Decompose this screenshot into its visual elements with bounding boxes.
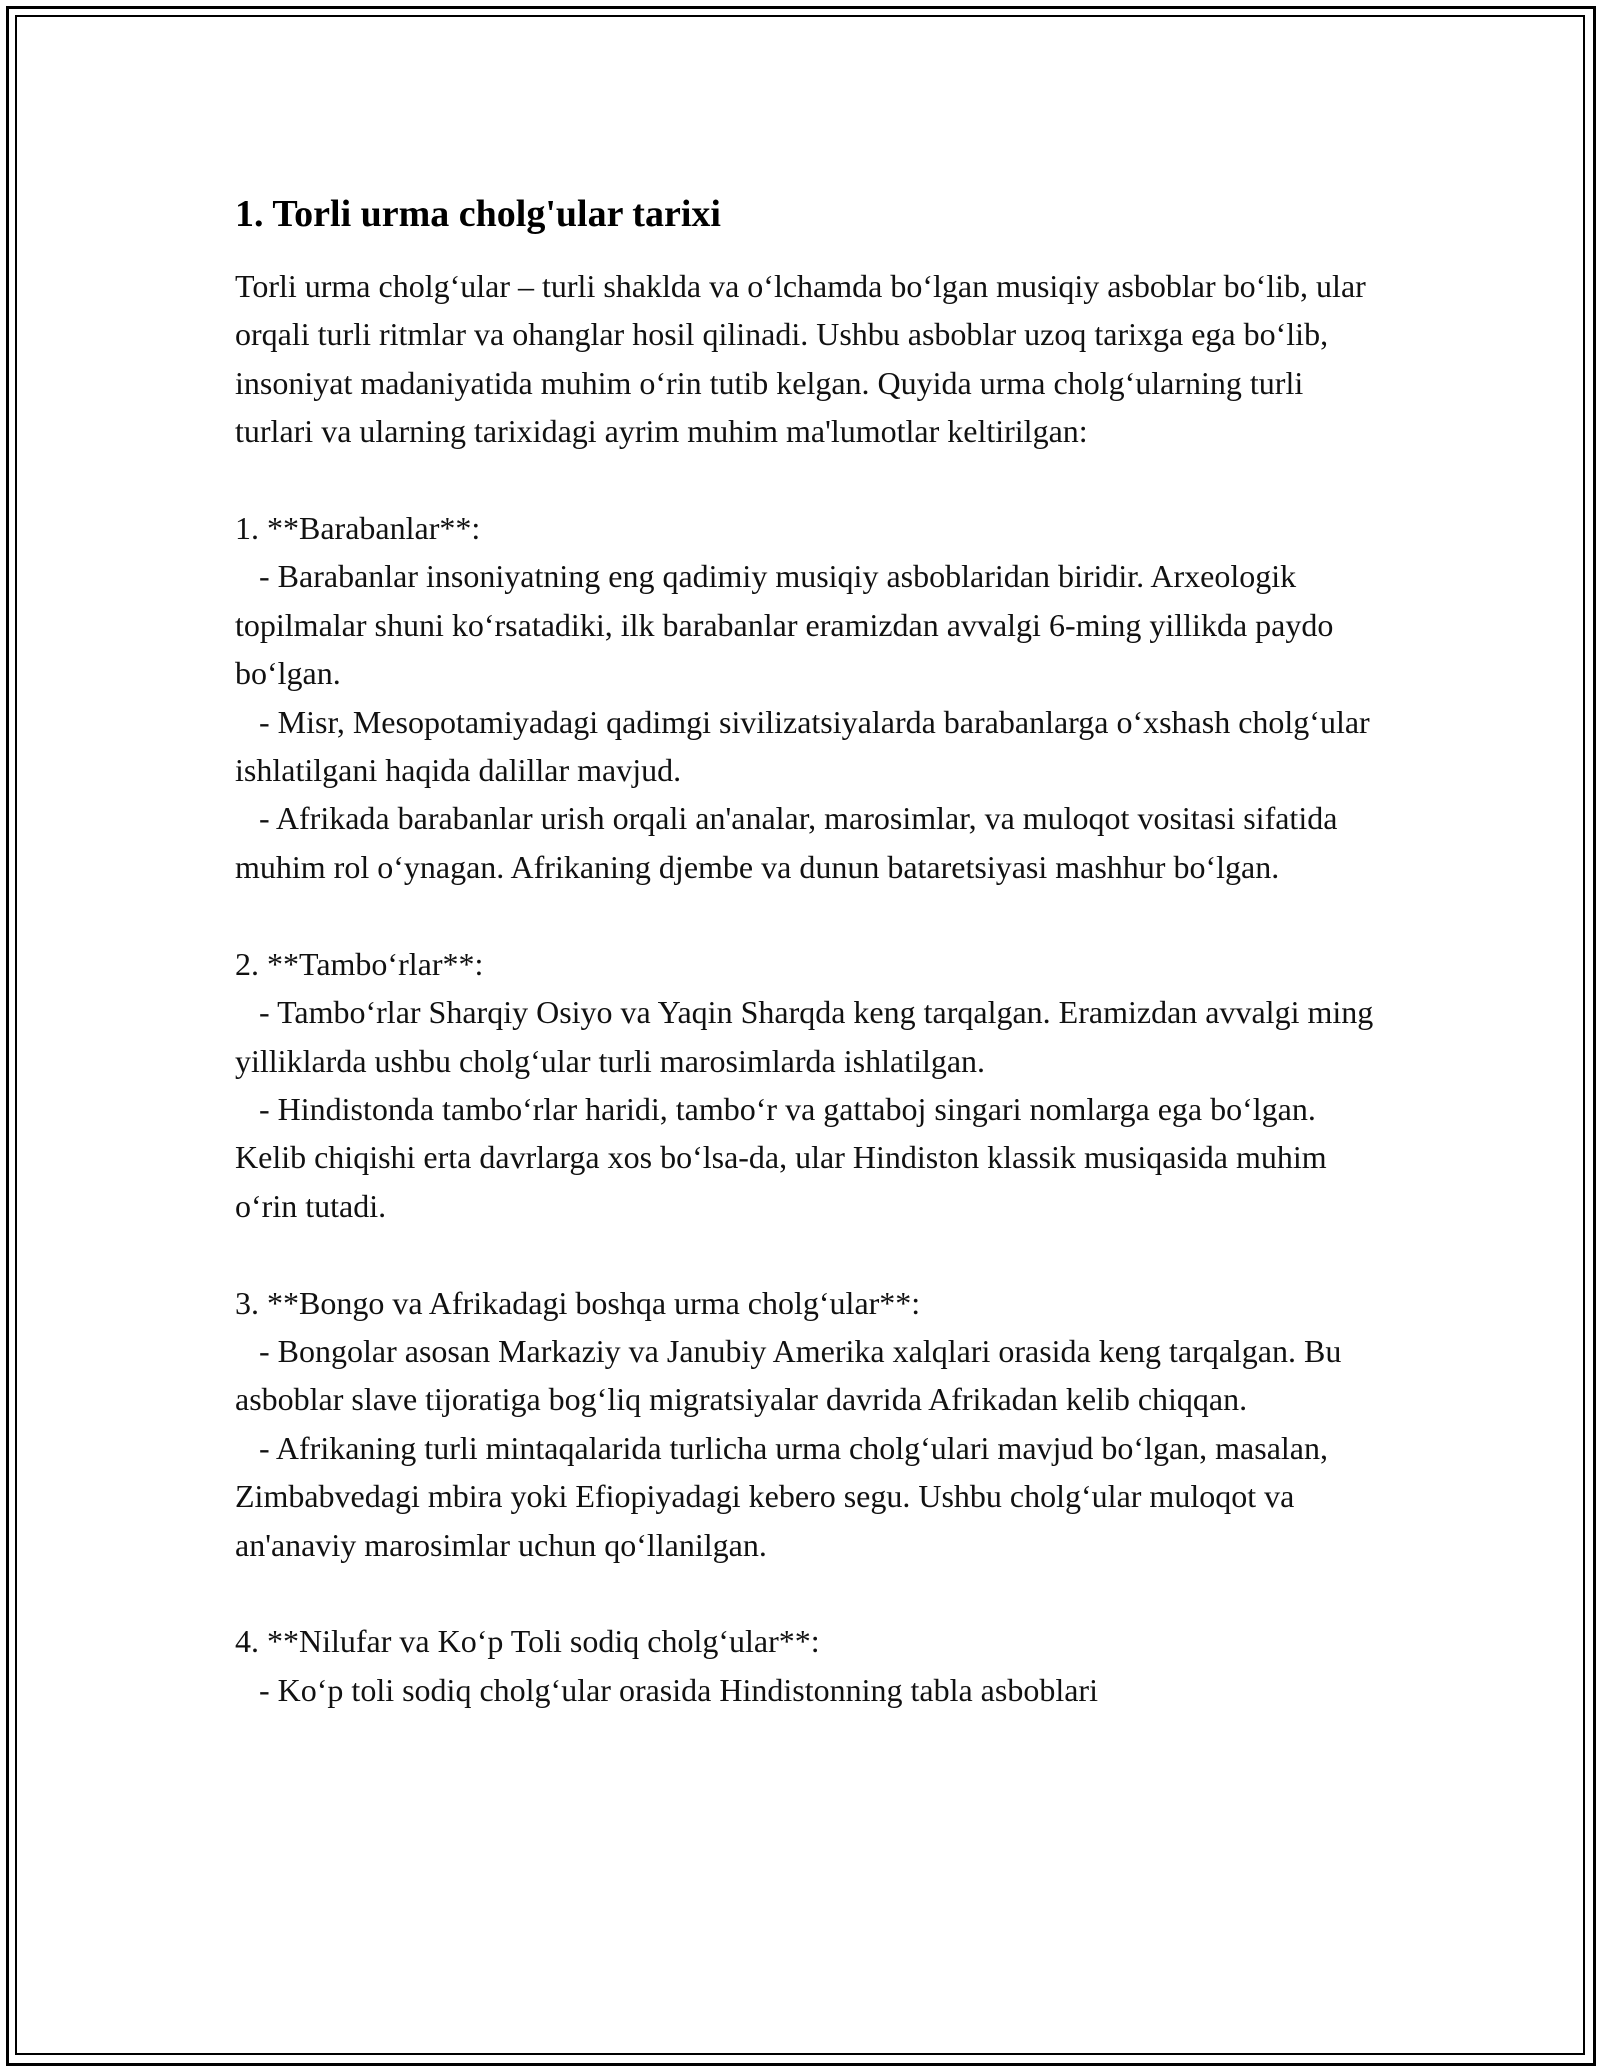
section-heading: 1. Torli urma cholg'ular tarixi — [235, 193, 721, 235]
section-body: Torli urma cholg‘ular – turli shaklda va o‘lchamda bo‘lgan musiqiy asboblar bo‘lib, ular orqali turli ritmlar va ohanglar hosil qilinadi. Ushbu asboblar uzoq tarixga ega bo‘lib, insoniyat madaniyatida muhim o‘rin tutib kelgan. Quyida urma cholg‘ularning turli turlari va ularning tarixidagi ayrim muhim ma'lumotlar keltirilgan: 1. **Barabanlar**: - Barabanlar insoniyatning eng qadimiy musiqiy asboblaridan biridir. Arxeologik topilmalar shuni ko‘rsatadiki, ilk barabanlar eramizdan avvalgi 6-ming yillikda paydo bo‘lgan. - Misr, Mesopotamiyadagi qadimgi sivilizatsiyalarda barabanlarga o‘xshash cholg‘ular ishlatilgani haqida dalillar mavjud. - Afrikada barabanlar urish orqali an'analar, marosimlar, va muloqot vositasi sifatida muhim rol o‘ynagan. Afrikaning djembe va dunun bataretsiyasi mashhur bo‘lgan. 2. **Tambo‘rlar**: - Tambo‘rlar Sharqiy Osiyo va Yaqin Sharqda keng tarqalgan. Eramizdan avvalgi ming yilliklarda ushbu cholg‘ular turli marosimlarda ishlatilgan. - Hindistonda tambo‘rlar haridi, tambo‘r va gattaboj singari nomlarga ega bo‘lgan. Kelib chiqishi erta davrlarga xos bo‘lsa-da, ular Hindiston klassik musiqasida muhim o‘rin tutadi. 3. **Bongo va Afrikadagi boshqa urma cholg‘ular**: - Bongolar asosan Markaziy va Janubiy Amerika xalqlari orasida keng tarqalgan. Bu asboblar slave tijoratiga bog‘liq migratsiyalar davrida Afrikadan kelib chiqqan. - Afrikaning turli mintaqalarida turlicha urma cholg‘ulari mavjud bo‘lgan, masalan, Zimbabvedagi mbira yoki Efiopiyadagi kebero segu. Ushbu cholg‘ular muloqot va an'anaviy marosimlar uchun qo‘llanilgan. 4. **Nilufar va Ko‘p Toli sodiq cholg‘ular**: - Ko‘p toli sodiq cholg‘ular orasida Hindistonning tabla asboblari — [235, 268, 1374, 1708]
document-content — [235, 188, 1375, 1714]
